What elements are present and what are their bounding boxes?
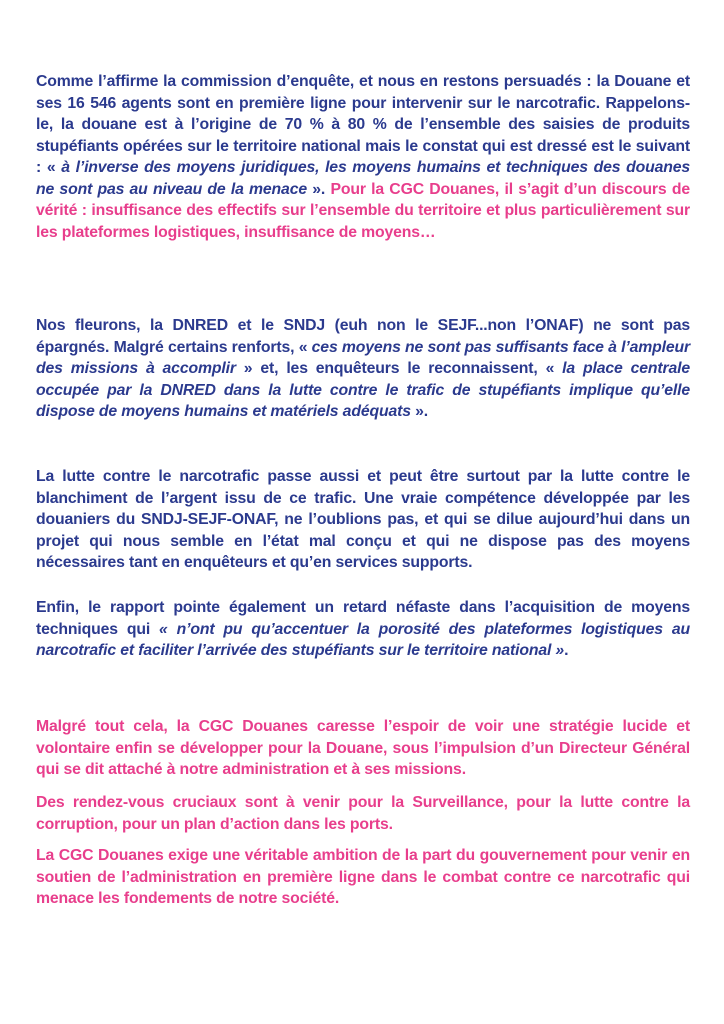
paragraph-money-laundering: La lutte contre le narcotrafic passe aussi et peut être surtout par la lutte contre le blanchiment de l’argent issu de ce trafic. Une vraie compétence développée par les douaniers du SNDJ-SEJF-ONAF, ne l’oublions pas, et qui se dilue aujourd’hui dans un projet qui nous semble en l’état mal conçu et qui ne dispose pas des moyens nécessaires tant en enquêteurs et qu’en services supports.	[36, 468, 690, 571]
paragraph-commission-findings	[36, 71, 690, 243]
quote-resources: ces moyens ne sont pas suffisants face à l’ampleur des missions à accomplir	[36, 338, 690, 377]
paragraph-text: Enfin, le rapport pointe également un retard néfaste dans l’acquisition de moyens techniques qui	[36, 599, 690, 638]
paragraph-text: Nos fleurons, la DNRED et le SNDJ (euh non le SEJF...non l’ONAF) ne sont pas épargnés. Malgré certains renforts, «	[36, 317, 690, 356]
paragraph-text: » et, les enquêteurs le reconnaissent, «	[235, 360, 563, 377]
paragraph-dnred-sndj	[36, 315, 690, 423]
paragraph-text: ».	[410, 403, 428, 420]
paragraph-technical-delay	[36, 597, 690, 662]
quote-porosity: « n’ont pu qu’accentuer la porosité des plateformes logistiques au narcotrafic et faciliter l’arrivée des stupéfiants sur le territoire national »	[36, 620, 690, 659]
paragraph-cgc-demand: La CGC Douanes exige une véritable ambition de la part du gouvernement pour venir en soutien de l’administration en première ligne dans le combat contre ce narcotrafic qui menace les fondements de notre société.	[36, 847, 690, 907]
paragraph-text: .	[564, 642, 569, 659]
paragraph-strategy-hope: Malgré tout cela, la CGC Douanes caresse l’espoir de voir une stratégie lucide et volontaire enfin se développer pour la Douane, sous l’impulsion d’un Directeur Général qui se dit attaché à notre administration et à ses missions.	[36, 718, 690, 778]
paragraph-text: Comme l’affirme la commission d’enquête, et nous en restons persuadés : la Douane et ses 16 546 agents sont en première ligne pour intervenir sur le narcotrafic. Rappelons-le, la douane est à l’origine de 70 % à 80 % de l’ensemble des saisies de produits stupéfiants opérées sur le territoire national mais le constat qui est dressé est le suivant : «	[36, 73, 690, 176]
paragraph-text: ».	[306, 180, 331, 198]
quote-dnred-role: la place centrale occupée par la DNRED dans la lutte contre le trafic de stupéfiants implique qu’elle dispose de moyens humains et matériels adéquats	[36, 360, 690, 420]
cgc-statement: Pour la CGC Douanes, il s’agit d’un discours de vérité : insuffisance des effectifs sur l’ensemble du territoire et plus particulièrement sur les plateformes logistiques, insuffisance de moyens…	[36, 180, 690, 241]
paragraph-upcoming-meetings: Des rendez-vous cruciaux sont à venir pour la Surveillance, pour la lutte contre la corruption, pour un plan d’action dans les ports.	[36, 794, 690, 833]
quote-commission: à l’inverse des moyens juridiques, les moyens humains et techniques des douanes ne sont pas au niveau de la menace	[36, 159, 690, 198]
